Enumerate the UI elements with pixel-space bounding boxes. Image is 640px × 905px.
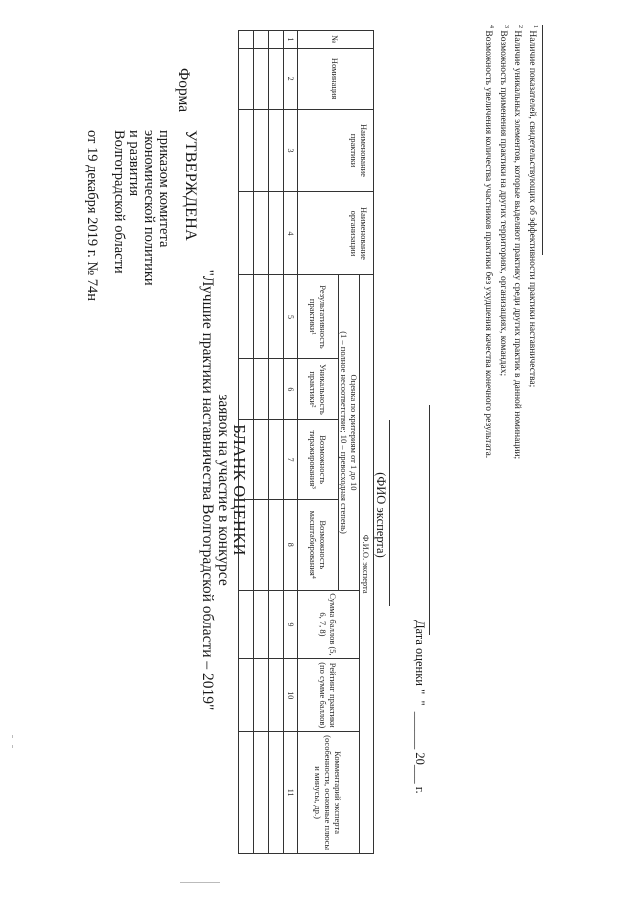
criteria-scale-label: (1 – полное несоответствие; 10 – превосходная степень) xyxy=(339,331,349,534)
form-label: Форма xyxy=(175,68,192,113)
table-cell[interactable] xyxy=(239,192,254,275)
footnotes xyxy=(481,25,540,885)
approval-block xyxy=(84,130,198,301)
col-header-effectiveness: Результативность практики¹ xyxy=(298,275,339,359)
column-number: 4 xyxy=(284,192,298,275)
table-cell[interactable] xyxy=(239,659,254,732)
scan-mark xyxy=(180,882,220,883)
col-header-sum: Сумма баллов (5, 6, 7, 8) xyxy=(298,590,360,659)
table-cell[interactable] xyxy=(254,590,269,659)
approval-line: экономической политики xyxy=(141,130,157,286)
table-cell[interactable] xyxy=(269,590,284,659)
table-cell[interactable] xyxy=(254,31,269,49)
footnote-item: $^1$ Наличие показателей, свидетельствующих об эффективности практики наставничества; xyxy=(526,25,538,388)
col-header-organization: Наименование организации xyxy=(298,192,374,275)
table-cell[interactable] xyxy=(269,48,284,109)
approval-line: и развития xyxy=(126,130,142,197)
table-cell[interactable] xyxy=(269,499,284,590)
column-number: 2 xyxy=(284,48,298,109)
column-number: 6 xyxy=(284,359,298,420)
col-header-replicability: Возможность тиражирования³ xyxy=(298,420,339,500)
table-cell[interactable] xyxy=(254,732,269,854)
expert-name-header: Ф.И.О. эксперта xyxy=(360,275,374,854)
scan-mark xyxy=(12,745,13,748)
table-cell[interactable] xyxy=(269,359,284,420)
table-cell[interactable] xyxy=(269,659,284,732)
table-cell[interactable] xyxy=(269,420,284,500)
footnote-item: $^2$ Наличие уникальных элементов, которые выделяют практику среди других практик в данной номинации; xyxy=(512,25,524,460)
col-header-uniqueness: Уникальность практики² xyxy=(298,359,339,420)
table-row xyxy=(269,31,284,854)
column-number: 11 xyxy=(284,732,298,854)
col-header-scalability: Возможность масштабирования⁴ xyxy=(298,499,339,590)
col-header-rating: Рейтинг практики (по сумме баллов) xyxy=(298,659,360,732)
col-header-comment: Комментарий эксперта (особенности, основные плюсы и минусы, др.) xyxy=(298,732,360,854)
heading-contest-name: "Лучшие практики наставничества Волгоградской области – 2019" xyxy=(199,269,216,711)
approval-line: приказом комитета xyxy=(156,130,172,248)
evaluation-table xyxy=(238,30,374,854)
table-row xyxy=(239,31,254,854)
expert-signature-line[interactable] xyxy=(389,420,390,606)
column-number: 3 xyxy=(284,109,298,192)
table-cell[interactable] xyxy=(269,732,284,854)
table-cell[interactable] xyxy=(269,31,284,49)
criteria-group-header xyxy=(339,275,360,590)
table-cell[interactable] xyxy=(254,48,269,109)
approval-order: от 19 декабря 2019 г. № 74н xyxy=(84,130,100,302)
column-number-row xyxy=(284,31,298,854)
table-cell[interactable] xyxy=(239,732,254,854)
criteria-group-label: Оценка по критериям от 1 до 10 xyxy=(349,374,359,491)
divider-line xyxy=(429,405,430,635)
footnote-item: $^3$ Возможность применения практики на других территориях, организациях, командах; xyxy=(497,25,509,377)
table-cell[interactable] xyxy=(239,499,254,590)
col-header-practice: Наименование практики xyxy=(298,109,374,192)
table-cell[interactable] xyxy=(269,275,284,359)
table-cell[interactable] xyxy=(239,109,254,192)
table-cell[interactable] xyxy=(239,275,254,359)
expert-signature-caption: (ФИО эксперта) xyxy=(374,472,388,558)
table-cell[interactable] xyxy=(239,359,254,420)
table-cell[interactable] xyxy=(239,420,254,500)
column-number: 7 xyxy=(284,420,298,500)
table-cell[interactable] xyxy=(269,109,284,192)
table-cell[interactable] xyxy=(254,109,269,192)
footnote-rule xyxy=(542,25,543,255)
table-cell[interactable] xyxy=(254,359,269,420)
table-cell[interactable] xyxy=(269,192,284,275)
column-number: 10 xyxy=(284,659,298,732)
col-header-num: № xyxy=(298,31,374,49)
heading-title: БЛАНК ОЦЕНКИ xyxy=(230,424,249,556)
approval-title: УТВЕРЖДЕНА xyxy=(182,130,199,242)
table-row xyxy=(254,31,269,854)
col-header-nomination: Номинация xyxy=(298,48,374,109)
approval-line: Волгоградской области xyxy=(111,130,127,274)
footnote-item: $^4$ Возможность увеличения количества участников практики без ухудшения качества конечного результата. xyxy=(482,25,495,459)
column-number: 5 xyxy=(284,275,298,359)
table-cell[interactable] xyxy=(239,31,254,49)
table-cell[interactable] xyxy=(254,499,269,590)
table-cell[interactable] xyxy=(254,420,269,500)
column-number: 1 xyxy=(284,31,298,49)
table-cell[interactable] xyxy=(239,48,254,109)
evaluation-date: Дата оценки " " ______ 20___ г. xyxy=(413,620,427,794)
table-cell[interactable] xyxy=(254,659,269,732)
heading-subtitle: заявок на участие в конкурсе xyxy=(215,394,232,586)
column-number: 8 xyxy=(284,499,298,590)
scan-mark xyxy=(12,735,13,738)
table-cell[interactable] xyxy=(254,275,269,359)
table-cell[interactable] xyxy=(239,590,254,659)
table-cell[interactable] xyxy=(254,192,269,275)
column-number: 9 xyxy=(284,590,298,659)
